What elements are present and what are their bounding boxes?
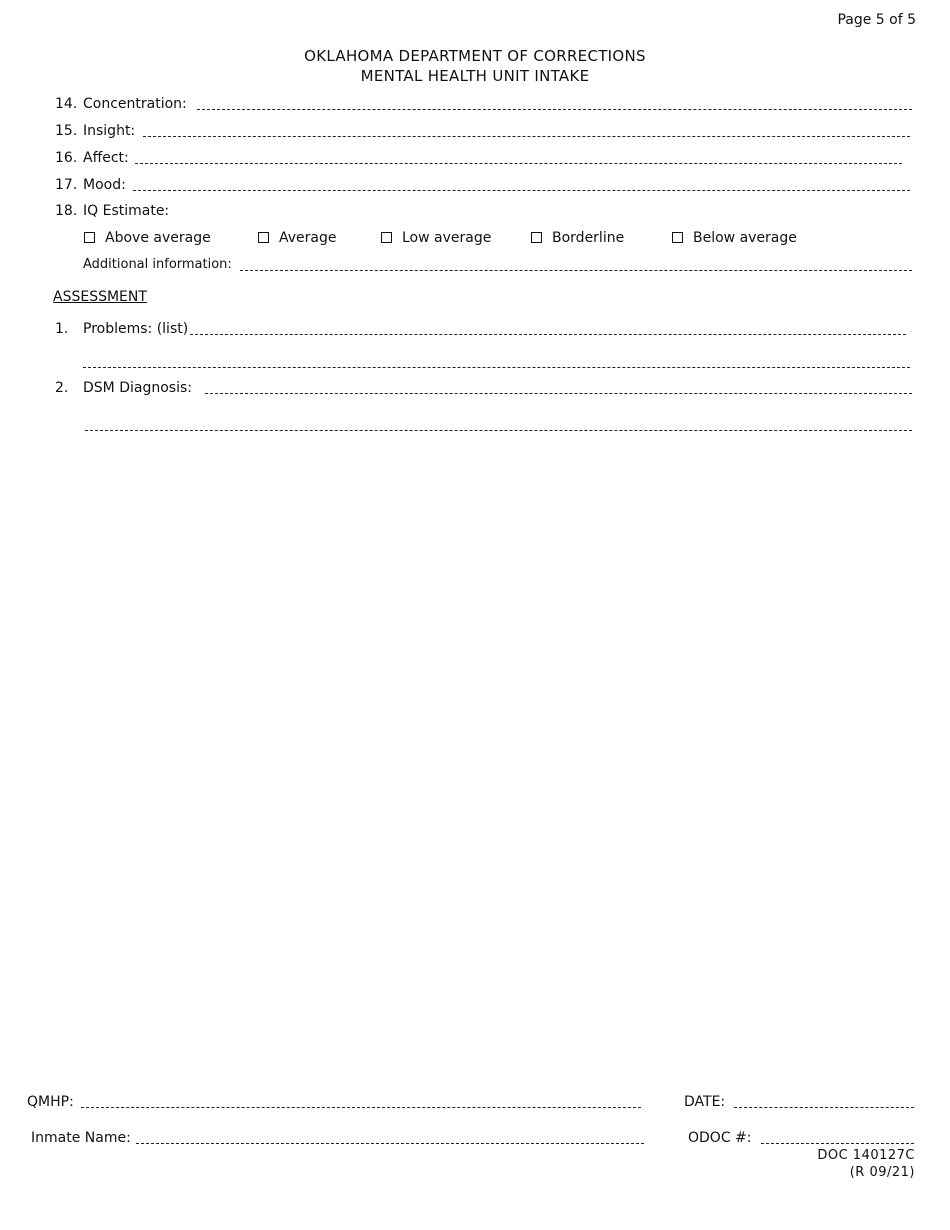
item-label: Insight: (83, 123, 136, 139)
iq-borderline-checkbox[interactable] (531, 232, 542, 243)
item-number: 17. (55, 177, 78, 193)
additional-info-field[interactable] (240, 270, 912, 271)
assessment-heading: ASSESSMENT (53, 289, 147, 305)
iq-low-average-checkbox[interactable] (381, 232, 392, 243)
form-title: MENTAL HEALTH UNIT INTAKE (360, 67, 590, 85)
iq-estimate-label (55, 202, 169, 220)
item-label: Concentration: (83, 96, 187, 112)
item-label: Affect: (83, 150, 129, 166)
affect-label (55, 149, 129, 167)
item-number: 14. (55, 96, 78, 112)
mood-label (55, 176, 126, 194)
odoc-number-field[interactable] (761, 1143, 914, 1144)
iq-below-average-checkbox[interactable] (672, 232, 683, 243)
item-label: Mood: (83, 177, 126, 193)
item-number: 1. (55, 321, 69, 337)
iq-option-label: Below average (693, 230, 797, 246)
dsm-field-line-2[interactable] (85, 430, 912, 431)
item-number: 16. (55, 150, 78, 166)
odoc-number-label: ODOC #: (688, 1130, 752, 1146)
mood-field[interactable] (133, 190, 910, 191)
dsm-field-line-1[interactable] (205, 393, 912, 394)
form-revision: (R 09/21) (849, 1165, 915, 1180)
item-label: IQ Estimate: (83, 203, 170, 219)
problems-label (55, 320, 188, 338)
inmate-name-field[interactable] (136, 1143, 644, 1144)
qmhp-field[interactable] (81, 1107, 641, 1108)
concentration-field[interactable] (197, 109, 912, 110)
form-number: DOC 140127C (817, 1148, 915, 1163)
insight-field[interactable] (143, 136, 910, 137)
iq-option-label: Average (279, 230, 337, 246)
problems-field-line-2[interactable] (83, 367, 910, 368)
qmhp-label: QMHP: (27, 1094, 74, 1110)
date-field[interactable] (734, 1107, 914, 1108)
inmate-name-label: Inmate Name: (31, 1130, 131, 1146)
iq-above-average-checkbox[interactable] (84, 232, 95, 243)
problems-field-line-1[interactable] (190, 334, 906, 335)
item-number: 2. (55, 380, 69, 396)
additional-info-label: Additional information: (83, 257, 232, 272)
dsm-diagnosis-label (55, 379, 192, 397)
page-number: Page 5 of 5 (837, 12, 916, 28)
iq-average-checkbox[interactable] (258, 232, 269, 243)
iq-option-label: Low average (402, 230, 492, 246)
item-label: DSM Diagnosis: (83, 380, 192, 396)
iq-option-label: Above average (105, 230, 211, 246)
insight-label (55, 122, 135, 140)
item-label: Problems: (list) (83, 321, 189, 337)
item-number: 15. (55, 123, 78, 139)
concentration-label (55, 95, 187, 113)
affect-field[interactable] (135, 163, 902, 164)
date-label: DATE: (684, 1094, 726, 1110)
agency-title: OKLAHOMA DEPARTMENT OF CORRECTIONS (304, 47, 646, 65)
item-number: 18. (55, 203, 78, 219)
iq-option-label: Borderline (552, 230, 625, 246)
